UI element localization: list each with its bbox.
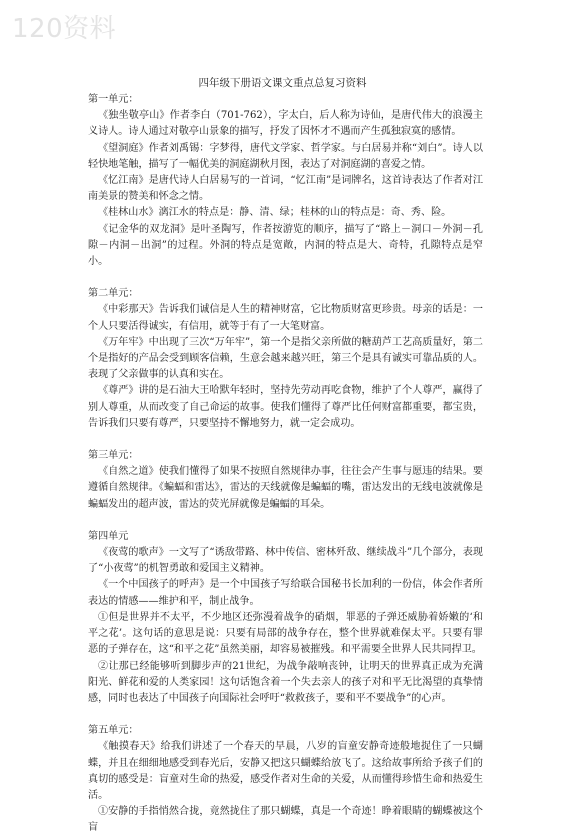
paragraph: ①但是世界并不太平，不少地区还弥漫着战争的硝烟，罪恶的子弹还威胁着娇嫩的‘和平之花’。这句话的意思是说：只要有局部的战争存在，整个世界就难保太平。只要有罪恶的子弹存在，这“和平之花”虽然美丽，却容易被摧残。和平需要全世界人民共同捍卫。 <box>88 611 483 656</box>
paragraph: 《夜莺的歌声》一文写了“诱敌带路、林中传信、密林歼敌、继续战斗”几个部分，表现了“小夜莺”的机智勇敢和爱国主义精神。 <box>88 547 483 575</box>
unit-4-heading: 第四单元 <box>88 530 129 542</box>
paragraph: 《忆江南》是唐代诗人白居易写的一首词，“忆江南”是词牌名，这首诗表达了作者对江南美景的赞美和怀念之情。 <box>88 175 483 203</box>
paragraph: 《独坐敬亭山》作者李白（701-762），字太白，后人称为诗仙，是唐代伟大的浪漫主义诗人。诗人通过对敬亭山景象的描写，抒发了因怀才不遇而产生孤独寂寞的感情。 <box>88 110 483 138</box>
paragraph: 《桂林山水》漓江水的特点是：静、清、绿；桂林的山的特点是：奇、秀、险。 <box>98 207 452 219</box>
paragraph: ②让那已经能够听到脚步声的21世纪，为战争敲响丧钟，让明天的世界真正成为充满阳光、鲜花和爱的人类家园！这句话饱含着一个失去亲人的孩子对和平无比渴望的真挚情感，同时也表达了中国孩子向国际社会呼吁“救救孩子，要和平不要战争”的心声。 <box>88 660 483 704</box>
unit-5-heading: 第五单元： <box>88 725 139 737</box>
unit-2-heading: 第二单元： <box>88 288 139 300</box>
unit-3-heading: 第三单元： <box>88 450 139 462</box>
paragraph: 《记金华的双龙洞》是叶圣陶写，作者按游览的顺序，描写了“路上－洞口－外洞－孔隙－内洞－出洞”的过程。外洞的特点是宽敞，内洞的特点是大、奇特，孔隙特点是窄小。 <box>88 223 483 268</box>
document-title: 四年级下册语文课文重点总复习资料 <box>198 77 367 89</box>
paragraph: 《中彩那天》告诉我们诚信是人生的精神财富，它比物质财富更珍贵。母亲的话是：一个人只要活得诚实，有信用，就等于有了一大笔财富。 <box>88 304 483 332</box>
paragraph: 《一个中国孩子的呼声》是一个中国孩子写给联合国秘书长加利的一份信，体会作者所表达的情感——维护和平，制止战争。 <box>88 579 483 607</box>
paragraph: 《尊严》讲的是石油大王哈默年轻时，坚持先劳动再吃食物，维护了个人尊严，赢得了别人尊重，从而改变了自己命运的故事。使我们懂得了尊严比任何财富都重要，都宝贵，告诉我们只要有尊严，只要坚持不懈地努力，就一定会成功。 <box>88 385 483 429</box>
paragraph: 《自然之道》使我们懂得了如果不按照自然规律办事，往往会产生事与愿违的结果。要遵循自然规律。《蝙蝠和雷达》，雷达的天线就像是蝙蝠的嘴，雷达发出的无线电波就像是蝙蝠发出的超声波，雷达的荧光屏就像是蝙蝠的耳朵。 <box>88 466 483 510</box>
document-body <box>88 92 483 837</box>
paragraph: 《望洞庭》作者刘禹锡：字梦得，唐代文学家、哲学家。与白居易并称“刘白”。诗人以轻快地笔触，描写了一幅优美的洞庭湖秋月图，表达了对洞庭湖的喜爱之情。 <box>88 142 483 170</box>
paragraph: ①安静的手指悄然合拢，竟然拢住了那只蝴蝶，真是一个奇迹！睁着眼睛的蝴蝶被这个盲 <box>88 806 483 834</box>
unit-1-heading: 第一单元： <box>88 94 139 105</box>
paragraph: 《万年牢》中出现了三次“万年牢”，第一个是指父亲所做的糖葫芦工艺高质量好，第二个是指好的产品会受到顾客信赖，生意会越来越兴旺，第三个是具有诚实可靠品质的人。表现了父亲做事的认真和实在。 <box>88 336 483 381</box>
watermark-logo: 120资料 <box>12 14 117 44</box>
paragraph: 《触摸春天》给我们讲述了一个春天的早晨，八岁的盲童安静奇迹般地捉住了一只蝴蝶，并且在细细地感受到春光后，安静又把这只蝴蝶给放飞了。这给故事所给予孩子们的真切的感受是：盲童对生命的热爱，感受作者对生命的关爱，从而懂得珍惜生命和热爱生活。 <box>88 741 483 801</box>
